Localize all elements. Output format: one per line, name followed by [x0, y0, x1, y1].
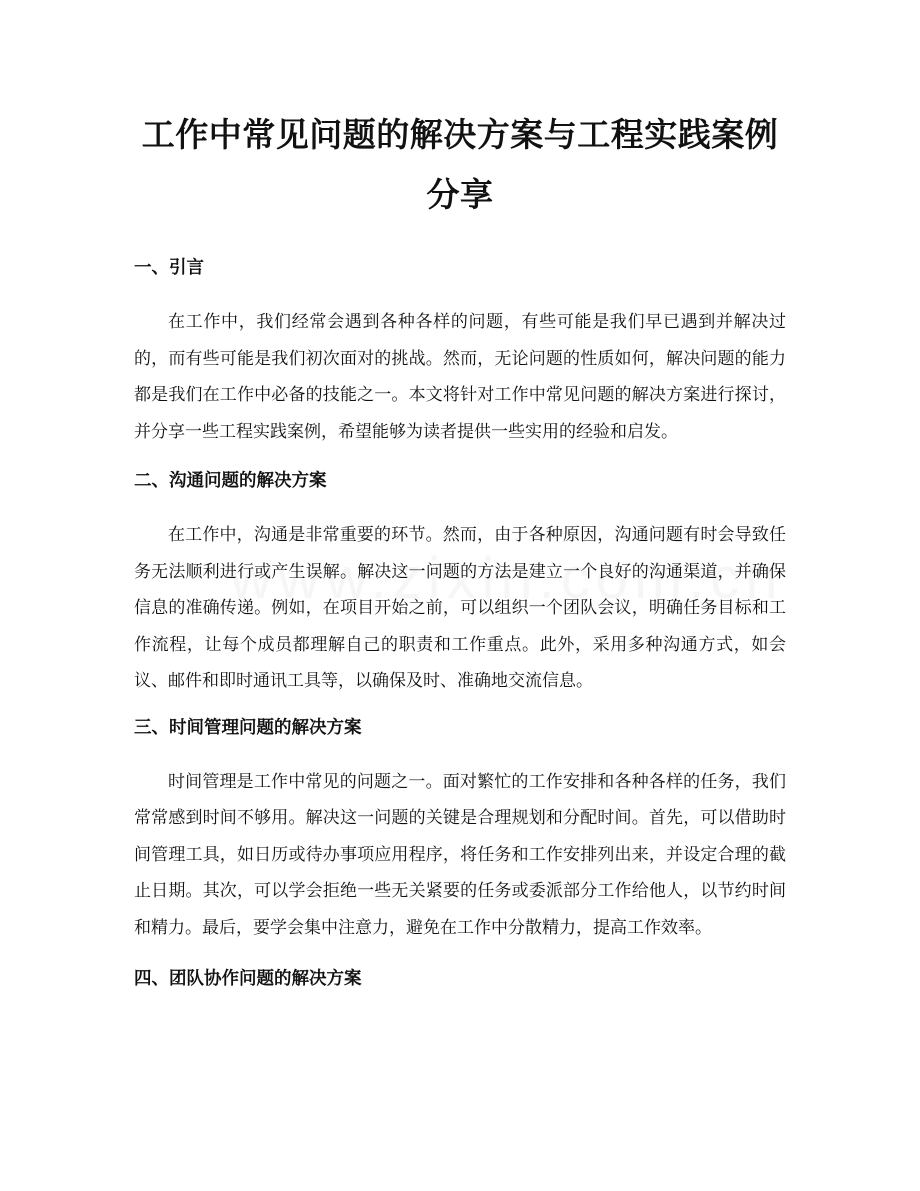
- document-title: 工作中常见问题的解决方案与工程实践案例分享: [141, 115, 779, 214]
- section-heading-teamwork: 四、团队协作问题的解决方案: [134, 969, 362, 989]
- section-heading-communication: 二、沟通问题的解决方案: [134, 471, 327, 491]
- section-paragraph-time-management: 时间管理是工作中常见的问题之一。面对繁忙的工作安排和各种各样的任务，我们常常感到时间不够用。解决这一问题的关键是合理规划和分配时间。首先，可以借助时间管理工具，如日历或待办事项应用程序，将任务和工作安排列出来，并设定合理的截止日期。其次，可以学会拒绝一些无关紧要的任务或委派部分工作给他人，以节约时间和精力。最后，要学会集中注意力，避免在工作中分散精力，提高工作效率。: [134, 771, 786, 938]
- section-heading-time-management: 三、时间管理问题的解决方案: [134, 717, 362, 738]
- section-heading-introduction: 一、引言: [134, 258, 204, 278]
- section-paragraph-introduction: 在工作中，我们经常会遇到各种各样的问题，有些可能是我们早已遇到并解决过的，而有些可能是我们初次面对的挑战。然而，无论问题的性质如何，解决问题的能力都是我们在工作中必备的技能之一。本文将针对工作中常见问题的解决方案进行探讨，并分享一些工程实践案例，希望能够为读者提供一些实用的经验和启发。: [134, 312, 786, 442]
- section-paragraph-communication: 在工作中，沟通是非常重要的环节。然而，由于各种原因，沟通问题有时会导致任务无法顺利进行或产生误解。解决这一问题的方法是建立一个良好的沟通渠道，并确保信息的准确传递。例如，在项目开始之前，可以组织一个团队会议，明确任务目标和工作流程，让每个成员都理解自己的职责和工作重点。此外，采用多种沟通方式，如会议、邮件和即时通讯工具等，以确保及时、准确地交流信息。: [134, 525, 786, 691]
